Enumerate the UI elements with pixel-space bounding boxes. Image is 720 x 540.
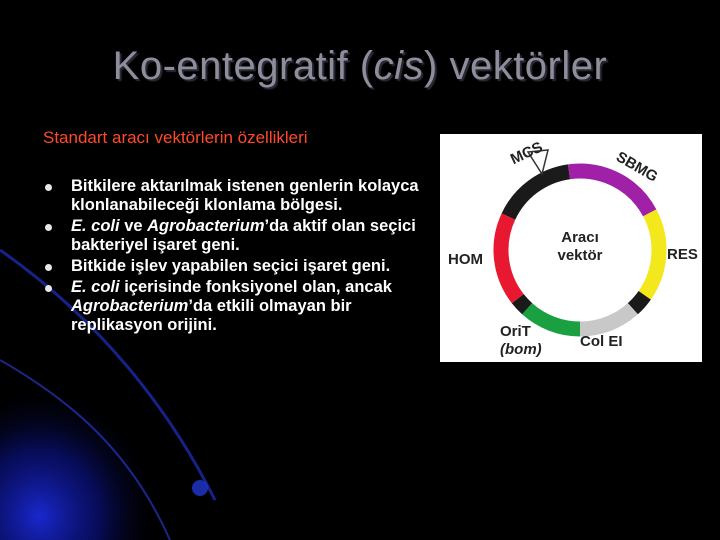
bullet-dot [45,184,52,191]
sbmg-label: SBMG [613,148,661,186]
ring-segment-orit [527,309,580,329]
bullet-dot [45,224,52,231]
ring-segment-hom [501,217,518,299]
bullet-list [43,177,438,337]
plasmid-diagram [440,134,702,362]
res-label: RES [667,246,698,263]
center-label-line2: vektör [557,247,603,264]
bullet-dot [45,285,52,292]
bullet-item: Bitkilere aktarılmak istenen genlerin kolayca klonlanabileceği klonlama bölgesi. [43,177,438,215]
hom-label: HOM [448,251,483,268]
mcs-label: MCS [507,138,546,169]
ring-segment-col-ei [580,309,633,329]
bullet-item: E. coli içerisinde fonksiyonel olan, ancak Agrobacterium’da etkili olmayan bir replikasyon orijini. [43,278,438,335]
bullet-item: E. coli ve Agrobacterium’da aktif olan seçici bakteriyel işaret geni. [43,217,438,255]
bom-label: (bom) [500,341,542,358]
ring-segment-gap [633,295,645,308]
ring-segment-gap [518,299,527,309]
slide-subtitle: Standart aracı vektörlerin özellikleri [43,128,308,147]
bullet-dot [45,264,52,271]
ring-segment-sbmg [569,171,650,213]
center-label-line1: Aracı [561,229,599,246]
col-ei-label: Col EI [580,333,623,350]
vector-diagram-panel [440,134,702,362]
ring-segment-res [645,213,659,295]
orit-label: OriT [500,323,531,340]
ring-segment-mcs [508,172,569,217]
bullet-item: Bitkide işlev yapabilen seçici işaret geni. [43,257,438,276]
slide-title: Ko-entegratif (cis) vektörler [112,44,608,88]
